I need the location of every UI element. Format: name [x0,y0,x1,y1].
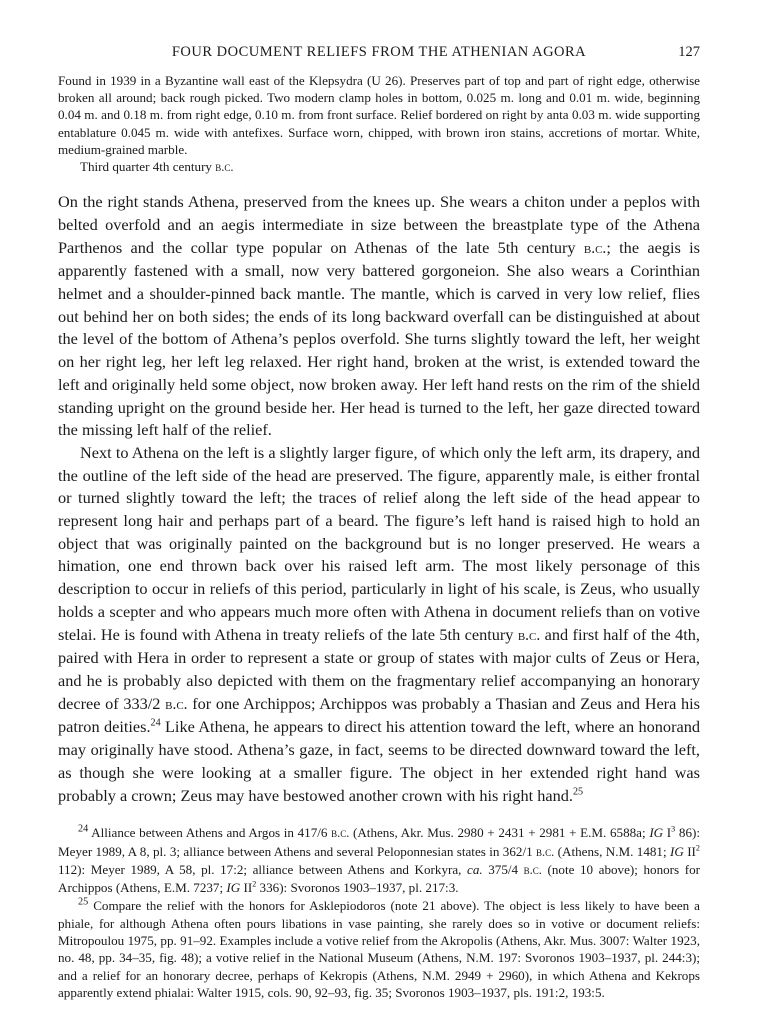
footnotes [58,824,700,1001]
paragraph-zeus: Next to Athena on the left is a slightly larger figure, of which only the left arm, its drapery, and the outline of the left side of the head are preserved. The figure, apparently male, is either frontal or turned slightly toward the left; the traces of relief along the left side of the head appear to represent long hair and perhaps part of a beard. The figure’s left hand is raised high to hold an object that was originally painted on the background but is no longer preserved. He wears a himation, one end thrown back over his raised left arm. The most likely personage of this description to occur in reliefs of this period, particularly in light of his scale, is Zeus, who usually holds a scepter and who appears much more often with Athena in document reliefs than on votive stelai. He is found with Athena in treaty reliefs of the late 5th century b.c. and first half of the 4th, paired with Hera in order to represent a state or group of states with major cults of Zeus or Hera, and he is probably also depicted with them on the fragmentary relief accompanying an honorary decree of 333/2 b.c. for one Archippos; Archippos was probably a Thasian and Zeus and Hera his patron deities.$^{24}$ Like Athena, he appears to direct his attention toward the left, where an honorand may originally have stood. Athena’s gaze, in fact, seems to be directed downward toward the left, as though she were looking at a smaller figure. The object in her extended right hand was probably a crown; Zeus may have bestowed another crown with his right hand.$^{25}$ [58,442,700,805]
footnote-24: $^{24}$ Alliance between Athens and Argos in 417/6 b.c. (Athens, Akr. Mus. 2980 + 2431 + 2981 + E.M. 6588a; IG $I^3$ 86): Meyer 1989, A 8, pl. 3; alliance between Athens and several Peloponnesian states in 362/1 b.c. (Athens, N.M. 1481; IG $II^2$ 112): Meyer 1989, A 58, pl. 17:2; alliance between Athens and Korkyra, ca. 375/4 b.c. (note 10 above); honors for Archippos (Athens, E.M. 7237; IG $II^2$ 336): Svoronos 1903–1937, pl. 217:3. [58,823,700,896]
paragraph-athena: On the right stands Athena, preserved from the knees up. She wears a chiton under a peplos with belted overfold and an aegis intermediate in size between the breastplate type of the Athena Parthenos and the collar type popular on Athenas of the late 5th century b.c.; the aegis is apparently fastened with a small, now very battered gorgoneion. She also wears a Corinthian helmet and a shoulder-pinned back mantle. The mantle, which is carved in very low relief, flies out behind her on both sides; the ends of its long backward overfall can be distinguished at about the level of the bottom of Athena’s peplos overfold. She turns slightly toward the left, her weight on her right leg, her left leg relaxed. Her right hand, broken at the wrist, is extended toward the left and originally held some object, now broken away. Her left hand rests on the rim of the shield standing upright on the ground beside her. Her head is turned to the left, her gaze directed toward the missing left half of the relief. [58,192,700,440]
page [58,36,700,1001]
footnote-ref-24[interactable]: 24 [150,717,161,729]
catalog-description: Found in 1939 in a Byzantine wall east of the Klepsydra (U 26). Preserves part of top and part of right edge, otherwise broken all around; back rough picked. Two modern clamp holes in bottom, 0.025 m. long and 0.01 m. wide, beginning 0.04 m. and 0.18 m. from right edge, 0.10 m. from front surface. Relief bordered on right by anta 0.03 m. wide supporting entablature 0.045 m. wide with antefixes. Surface worn, chipped, with brown iron stains, accretions of mortar. White, medium-grained marble. [58,73,700,157]
footnote-ref-25[interactable]: 25 [572,786,584,798]
page-number: 127 [678,44,700,60]
page-header [58,36,700,72]
main-text [58,191,700,807]
footnote-25: $^{25}$ Compare the relief with the honors for Asklepiodoros (note 21 above). The object is less likely to have been a phiale, for although Athena often pours libations in vase painting, she rarely does so in votive or document reliefs: Mitropoulou 1975, pp. 91–92. Examples include a votive relief from the Akropolis (Athens, Akr. Mus. 3007: Walter 1923, no. 48, pp. 34–35, fig. 48); a votive relief in the National Museum (Athens, N.M. 197: Svoronos 1903–1937, pl. 244:3); and a relief for an honorary decree, perhaps of Kekropis (Athens, N.M. 2949 + 2960), in which Athena and Kekrops apparently extend phialai: Walter 1915, cols. 90, 92–93, fig. 35; Svoronos 1903–1937, pls. 191:2, 193:5. [58,897,700,1000]
catalog-date: Third quarter 4th century b.c. [80,159,234,175]
running-title: FOUR DOCUMENT RELIEFS FROM THE ATHENIAN AGORA [171,44,587,60]
catalog-entry [58,72,700,176]
